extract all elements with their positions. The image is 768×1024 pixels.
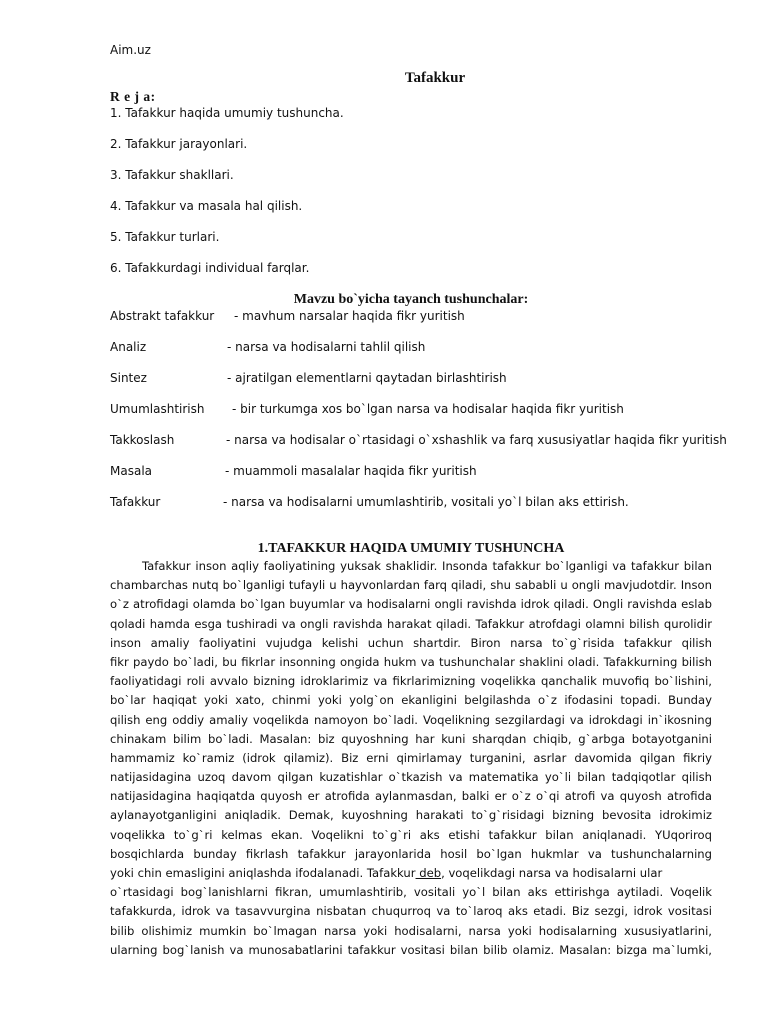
- term-definition: - narsa va hodisalar o`rtasidagi o`xshashlik va farq xususiyatlar haqida fikr yuritish: [226, 433, 727, 447]
- term-definition: - narsa va hodisalarni umumlashtirib, vositali yo`l bilan aks ettirish.: [223, 495, 629, 509]
- plan-heading: R e j a:: [110, 89, 156, 104]
- body-line: bosqichlarda bunday fikrlash tafakkur jarayonlarida hosil bo`lgan hukmlar va tushunchalarning: [110, 846, 712, 861]
- body-line: tafakkurda, idrok va tasavvurgina nisbatan chuqurroq va to`laroq aks etadi. Biz sezgi, idrok vositasi: [110, 904, 712, 919]
- body-line: o`rtasidagi bog`lanishlarni fikran, umumlashtirib, vositali yo`l bilan aks ettirishga aytiladi. Voqelik: [110, 885, 712, 900]
- term-definition: - narsa va hodisalarni tahlil qilish: [227, 340, 426, 354]
- body-line: fikr paydo bo`ladi, bu fikrlar insonning ongida hukm va tushunchalar shaklini oladi. Tafakkurning bilish: [110, 654, 712, 669]
- term-name: Analiz: [110, 340, 147, 354]
- plan-item: 2. Tafakkur jarayonlari.: [110, 137, 248, 151]
- body-line: qilish eng oddiy amaliy voqelikda namoyon bo`ladi. Voqelikning sezgilardagi va idrokdagi in`ikosning: [110, 712, 712, 727]
- plan-item: 1. Tafakkur haqida umumiy tushuncha.: [110, 106, 344, 120]
- term-name: Sintez: [110, 371, 147, 385]
- term-definition: - ajratilgan elementlarni qaytadan birlashtirish: [227, 371, 507, 385]
- term-definition: - bir turkumga xos bo`lgan narsa va hodisalar haqida fikr yuritish: [232, 402, 624, 416]
- term-definition: - mavhum narsalar haqida fikr yuritish: [234, 309, 465, 323]
- section-heading: 1.TAFAKKUR HAQIDA UMUMIY TUSHUNCHA: [257, 541, 565, 556]
- underlined-word: deb: [415, 866, 442, 880]
- body-line-start: yoki chin emasligini aniqlashda ifodalanadi. Tafakkur: [110, 866, 416, 880]
- body-line: voqelikka to`g`ri kelmas ekan. Voqelikni to`g`ri aks etishi tafakkur bilan aniqlanadi. YUqoriroq: [110, 827, 712, 842]
- plan-item: 3. Tafakkur shakllari.: [110, 168, 234, 182]
- body-line: inson amaliy faoliyatini vujudga kelishi uchun shartdir. Biron narsa to`g`risida tafakkur qilish: [110, 635, 712, 650]
- term-name: Masala: [110, 464, 152, 478]
- body-line: Tafakkur inson aqliy faoliyatining yuksak shaklidir. Insonda tafakkur bo`lganligi va tafakkur bilan: [142, 559, 712, 573]
- body-line-with-link: [110, 864, 712, 883]
- body-line: bilib olishimiz mumkin bo`lmagan narsa yoki hodisalarni, narsa yoki hodisalarning xususiyatlarini,: [110, 923, 712, 938]
- term-definition: - muammoli masalalar haqida fikr yuritish: [225, 464, 477, 478]
- body-line: natijasidagina uzoq davom qilgan kuzatishlar o`tkazish va matematika yo`li bilan tadqiqotlar qilish: [110, 770, 712, 785]
- body-line: ularning bog`lanish va munosabatlarini tafakkur vositasi bilan bilib olamiz. Masalan: bizga ma`lumki,: [110, 942, 712, 957]
- terms-heading: Mavzu bo`yicha tayanch tushunchalar:: [293, 292, 529, 307]
- plan-item: 5. Tafakkur turlari.: [110, 230, 220, 244]
- body-line: hammamiz ko`ramiz (idrok qilamiz). Biz erni qimirlamay turganini, asrlar davomida qilgan fikriy: [110, 750, 712, 765]
- term-name: Takkoslash: [110, 433, 175, 447]
- body-line: bo`lar haqiqat yoki xato, chinmi yoki yolg`on ekanligini belgilashda o`z ifodasini topadi. Bunday: [110, 693, 712, 708]
- body-line: aylanayotganligini aniqladik. Demak, kuyoshning harakati to`g`risidagi bizning bevosita idrokimiz: [110, 808, 712, 823]
- plan-item: 6. Tafakkurdagi individual farqlar.: [110, 261, 310, 275]
- body-line: qoladi hamda esga tushiradi va ongli ravishda harakat qiladi. Tafakkur atrofdagi olamni bilish qurolidir: [110, 616, 712, 631]
- body-line: natijasidagina haqiqatda quyosh er atrofida aylanmasdan, balki er o`z o`qi atrofi va quyosh atrofida: [110, 789, 712, 804]
- term-name: Tafakkur: [110, 495, 161, 509]
- term-name: Umumlashtirish: [110, 402, 205, 416]
- plan-item: 4. Tafakkur va masala hal qilish.: [110, 199, 303, 213]
- body-line: chambarchas nutq bo`lganligi tufayli u hayvonlardan farq qiladi, shu sababli u ongli mavjudotdir. Inson: [110, 578, 712, 593]
- site-header: Aim.uz: [110, 43, 151, 57]
- body-line-end: , voqelikdagi narsa va hodisalarni ular: [441, 866, 663, 880]
- body-text: [110, 557, 712, 960]
- term-name: Abstrakt tafakkur: [110, 309, 215, 323]
- body-line: chinakam bilim bo`ladi. Masalan: biz quyoshning har kuni sharqdan chiqib, g`arbga botayotganini: [110, 731, 712, 746]
- body-line: o`z atrofidagi olamda bo`lgan buyumlar va hodisalarni ongli ravishda idrok qiladi. Ongli ravishda eslab: [110, 597, 712, 612]
- document-title: Tafakkur: [404, 70, 466, 86]
- body-line: faoliyatidagi roli avvalo bizning idroklarimiz va fikrlarimizning voqelikka qanchalik muvofiq bo`lishini,: [110, 674, 712, 689]
